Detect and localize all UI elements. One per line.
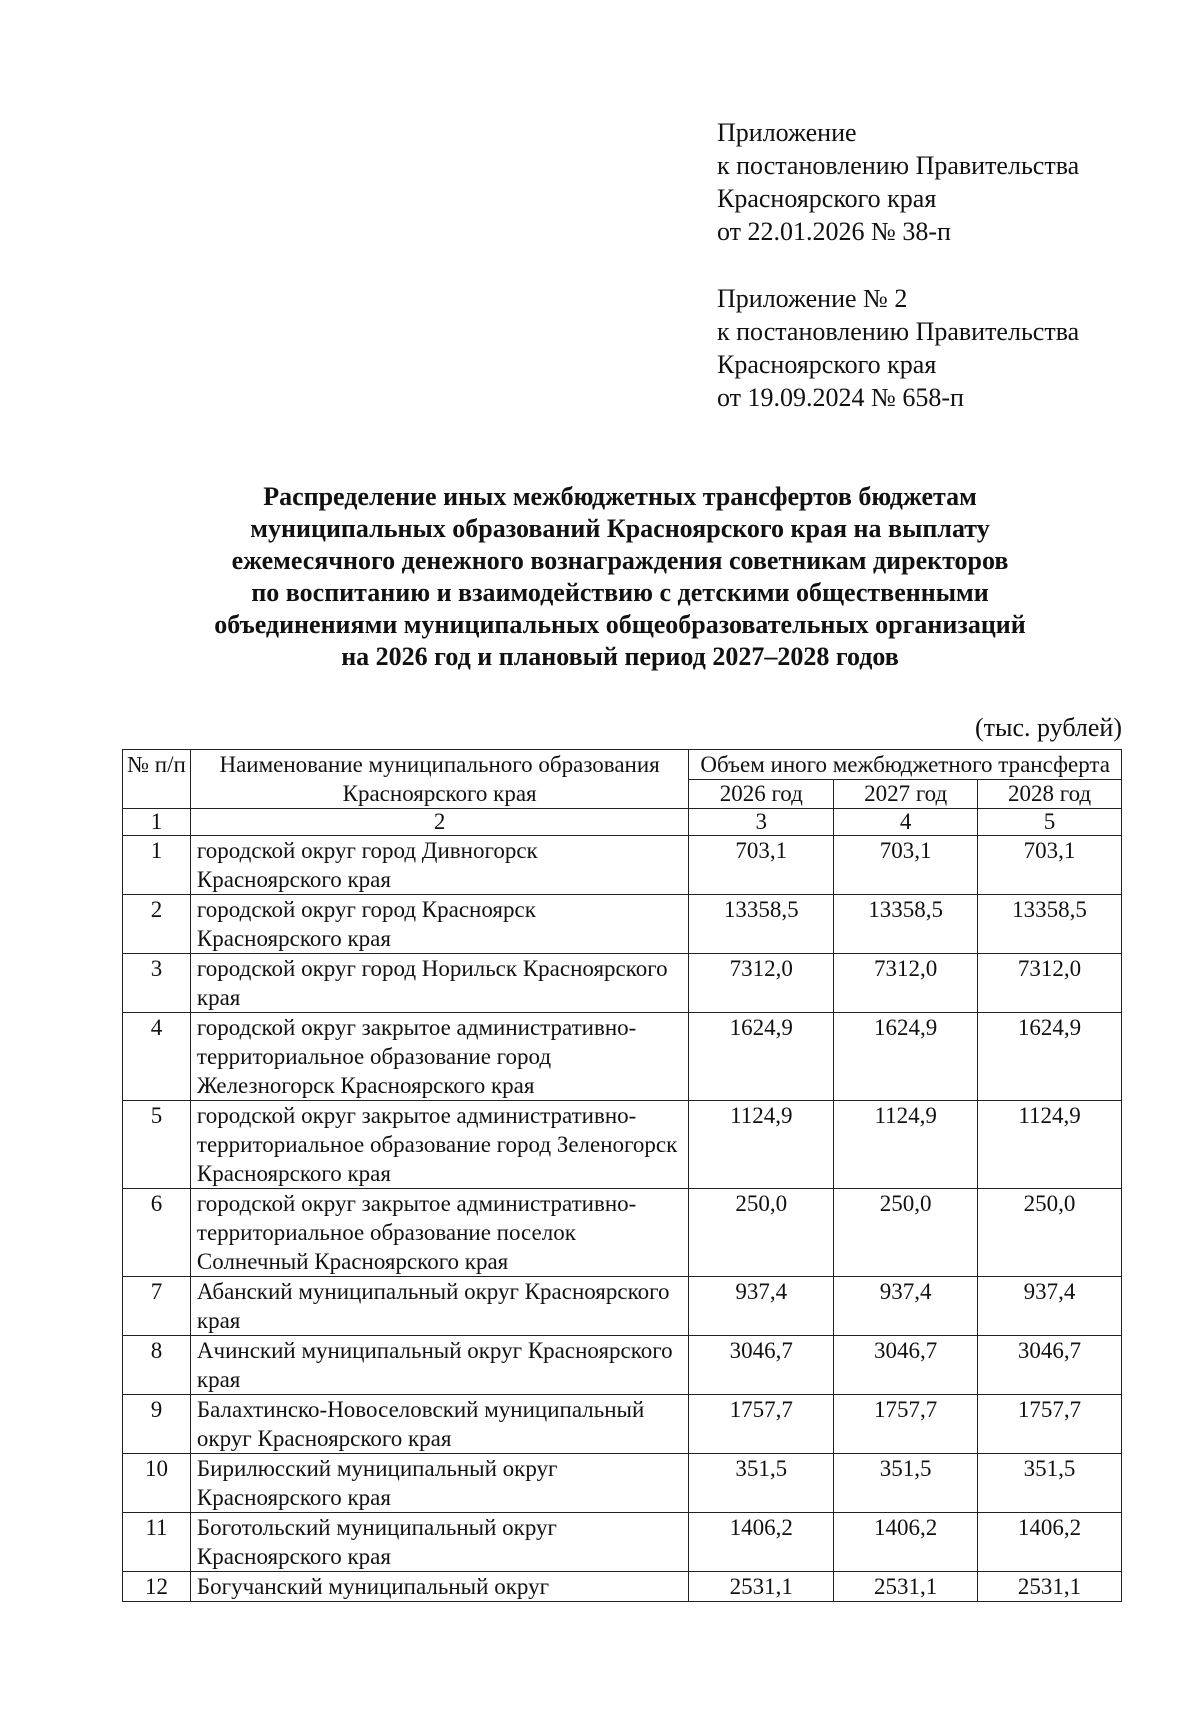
table-row: [123, 1513, 1122, 1572]
row-value-2027: 3046,7: [834, 1336, 978, 1395]
table-row: [123, 836, 1122, 895]
row-value-2026: 13358,5: [689, 895, 834, 954]
table-row: [123, 895, 1122, 954]
row-value-2026: 351,5: [689, 1454, 834, 1513]
row-value-2028: 703,1: [978, 836, 1122, 895]
row-number: 9: [123, 1395, 191, 1454]
row-value-2027: 2531,1: [834, 1572, 978, 1602]
row-municipality-name: Ачинский муниципальный округ Красноярского края: [190, 1336, 688, 1395]
row-value-2026: 937,4: [689, 1277, 834, 1336]
annex-current-block: [717, 116, 1177, 248]
row-value-2028: 13358,5: [978, 895, 1122, 954]
title-line: объединениями муниципальных общеобразовательных организаций: [214, 610, 1026, 639]
document-title: [120, 481, 1120, 673]
row-value-2027: 703,1: [834, 836, 978, 895]
table-row: [123, 1013, 1122, 1101]
row-value-2026: 3046,7: [689, 1336, 834, 1395]
table-row: [123, 954, 1122, 1013]
row-municipality-name: городской округ закрытое административно-территориальное образование город Зеленогорск Красноярского края: [190, 1101, 688, 1189]
table-row: [123, 1189, 1122, 1277]
row-municipality-name: Абанский муниципальный округ Красноярского края: [190, 1277, 688, 1336]
table-row: [123, 1572, 1122, 1602]
row-value-2026: 703,1: [689, 836, 834, 895]
title-line: ежемесячного денежного вознаграждения советникам директоров: [231, 546, 1009, 575]
table-header-row: [123, 750, 1122, 780]
column-number: 3: [689, 809, 834, 836]
table-row: [123, 1336, 1122, 1395]
column-numbers-row: [123, 809, 1122, 836]
column-number: 2: [190, 809, 688, 836]
annex-current-line: к постановлению Правительства: [717, 151, 1080, 180]
row-number: 3: [123, 954, 191, 1013]
title-line: на 2026 год и плановый период 2027–2028 годов: [341, 642, 899, 671]
row-value-2026: 2531,1: [689, 1572, 834, 1602]
row-number: 2: [123, 895, 191, 954]
title-line: по воспитанию и взаимодействию с детскими общественными: [251, 578, 989, 607]
row-number: 10: [123, 1454, 191, 1513]
header-year: 2028 год: [978, 780, 1122, 809]
row-value-2028: 1406,2: [978, 1513, 1122, 1572]
row-number: 7: [123, 1277, 191, 1336]
transfers-table: [122, 749, 1122, 1602]
row-value-2028: 2531,1: [978, 1572, 1122, 1602]
row-value-2026: 250,0: [689, 1189, 834, 1277]
row-number: 1: [123, 836, 191, 895]
title-line: Распределение иных межбюджетных трансфертов бюджетам: [263, 482, 977, 511]
row-municipality-name: городской округ закрытое административно-территориальное образование поселок Солнечный Красноярского края: [190, 1189, 688, 1277]
row-value-2026: 1124,9: [689, 1101, 834, 1189]
row-value-2028: 1124,9: [978, 1101, 1122, 1189]
column-number: 5: [978, 809, 1122, 836]
annex-original-line: Приложение № 2: [717, 284, 908, 313]
header-year: 2027 год: [834, 780, 978, 809]
row-number: 11: [123, 1513, 191, 1572]
table-row: [123, 1277, 1122, 1336]
annex-current-line: Приложение: [717, 118, 857, 147]
header-no: № п/п: [123, 750, 191, 809]
annex-original-line: Красноярского края: [717, 350, 937, 379]
row-number: 5: [123, 1101, 191, 1189]
row-municipality-name: городской округ город Красноярск Красноярского края: [190, 895, 688, 954]
row-value-2027: 1406,2: [834, 1513, 978, 1572]
row-number: 6: [123, 1189, 191, 1277]
row-value-2027: 1124,9: [834, 1101, 978, 1189]
row-value-2028: 351,5: [978, 1454, 1122, 1513]
row-municipality-name: городской округ закрытое административно-территориальное образование город Железногорск Красноярского края: [190, 1013, 688, 1101]
row-value-2026: 7312,0: [689, 954, 834, 1013]
row-value-2027: 13358,5: [834, 895, 978, 954]
row-value-2027: 250,0: [834, 1189, 978, 1277]
row-value-2026: 1757,7: [689, 1395, 834, 1454]
row-value-2028: 937,4: [978, 1277, 1122, 1336]
row-municipality-name: Боготольский муниципальный округ Красноярского края: [190, 1513, 688, 1572]
row-value-2027: 937,4: [834, 1277, 978, 1336]
annex-current-line: Красноярского края: [717, 184, 937, 213]
row-municipality-name: городской округ город Дивногорск Красноярского края: [190, 836, 688, 895]
row-municipality-name: Балахтинско-Новоселовский муниципальный округ Красноярского края: [190, 1395, 688, 1454]
column-number: 4: [834, 809, 978, 836]
row-number: 8: [123, 1336, 191, 1395]
table-row: [123, 1395, 1122, 1454]
title-line: муниципальных образований Красноярского края на выплату: [250, 514, 990, 543]
annex-current-line: от 22.01.2026 № 38-п: [717, 217, 951, 246]
row-municipality-name: Богучанский муниципальный округ: [190, 1572, 688, 1602]
row-municipality-name: городской округ город Норильск Красноярского края: [190, 954, 688, 1013]
row-value-2027: 1624,9: [834, 1013, 978, 1101]
row-municipality-name: Бирилюсский муниципальный округ Красноярского края: [190, 1454, 688, 1513]
row-value-2026: 1406,2: [689, 1513, 834, 1572]
header-name: Наименование муниципального образования Красноярского края: [190, 750, 688, 809]
row-value-2028: 250,0: [978, 1189, 1122, 1277]
units-label: (тыс. рублей): [974, 713, 1122, 742]
row-value-2028: 1624,9: [978, 1013, 1122, 1101]
annex-original-block: [717, 282, 1177, 414]
row-number: 4: [123, 1013, 191, 1101]
row-value-2028: 7312,0: [978, 954, 1122, 1013]
row-value-2028: 1757,7: [978, 1395, 1122, 1454]
row-value-2026: 1624,9: [689, 1013, 834, 1101]
column-number: 1: [123, 809, 191, 836]
row-value-2028: 3046,7: [978, 1336, 1122, 1395]
row-value-2027: 1757,7: [834, 1395, 978, 1454]
annex-original-line: к постановлению Правительства: [717, 317, 1080, 346]
table-row: [123, 1454, 1122, 1513]
row-number: 12: [123, 1572, 191, 1602]
annex-original-line: от 19.09.2024 № 658-п: [717, 383, 964, 412]
header-volume: Объем иного межбюджетного трансферта: [689, 750, 1122, 780]
header-year: 2026 год: [689, 780, 834, 809]
row-value-2027: 351,5: [834, 1454, 978, 1513]
row-value-2027: 7312,0: [834, 954, 978, 1013]
table-row: [123, 1101, 1122, 1189]
